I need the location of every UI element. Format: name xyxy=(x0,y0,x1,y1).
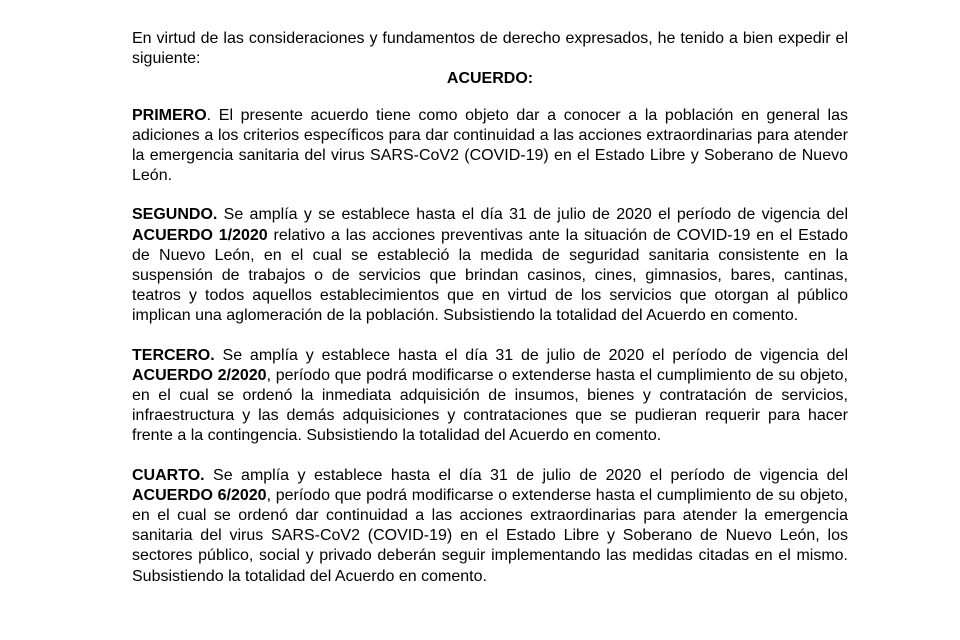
article-cuarto-text-2: , período que podrá modificarse o extenderse hasta el cumplimiento de su objeto, en el cual se ordenó dar continuidad a las acciones extraordinarias para atender la emergencia sanitaria del virus SARS-CoV2 (COVID-19) en el Estado Libre y Soberano de Nuevo León, los sectores público, social y privado deberán seguir implementando las medidas citadas en el mismo. Subsistiendo la totalidad del Acuerdo en comento. xyxy=(132,486,849,585)
article-segundo-ref: ACUERDO 1/2020 xyxy=(132,226,268,244)
article-cuarto-lead: CUARTO. xyxy=(132,466,205,484)
article-tercero xyxy=(132,346,848,447)
article-primero xyxy=(132,106,848,187)
article-segundo-lead: SEGUNDO. xyxy=(132,206,218,224)
article-tercero-ref: ACUERDO 2/2020 xyxy=(132,366,267,384)
article-tercero-lead: TERCERO. xyxy=(132,346,215,364)
document-heading: ACUERDO: xyxy=(446,70,534,88)
article-segundo-text-2: relativo a las acciones preventivas ante la situación de COVID-19 en el Estado de Nuevo León, en el cual se estableció la medida de seguridad sanitaria consistente en la suspensión de trabajos o de servicios que brindan casinos, cines, gimnasios, bares, cantinas, teatros y todos aquellos establecimientos que en virtud de los servicios que otorgan al público implican una aglomeración de la población. Subsistiendo la totalidad del Acuerdo en comento. xyxy=(132,226,848,325)
article-cuarto-ref: ACUERDO 6/2020 xyxy=(132,486,267,504)
document-page xyxy=(132,29,848,587)
article-primero-text: . El presente acuerdo tiene como objeto dar a conocer a la población en general las adiciones a los criterios específicos para dar continuidad a las acciones extraordinarias para atender la emergencia sanitaria del virus SARS-CoV2 (COVID-19) en el Estado Libre y Soberano de Nuevo León. xyxy=(132,106,848,185)
article-segundo xyxy=(132,205,848,326)
article-cuarto-text-1: Se amplía y establece hasta el día 31 de julio de 2020 el período de vigencia del xyxy=(204,466,848,484)
intro-paragraph: En virtud de las consideraciones y fundamentos de derecho expresados, he tenido a bien expedir el siguiente: xyxy=(132,30,848,68)
article-segundo-text-1: Se amplía y se establece hasta el día 31 de julio de 2020 el período de vigencia del xyxy=(217,206,848,224)
article-cuarto xyxy=(132,466,848,587)
article-tercero-text-1: Se amplía y establece hasta el día 31 de julio de 2020 el período de vigencia del xyxy=(214,346,848,364)
article-tercero-text-2: , período que podrá modificarse o extenderse hasta el cumplimiento de su objeto, en el cual se ordenó la inmediata adquisición de insumos, bienes y contratación de servicios, infraestructura y las demás adquisiciones y contrataciones que se pudieran requerir para hacer frente a la contingencia. Subsistiendo la totalidad del Acuerdo en comento. xyxy=(132,366,849,445)
article-primero-lead: PRIMERO xyxy=(132,106,207,124)
